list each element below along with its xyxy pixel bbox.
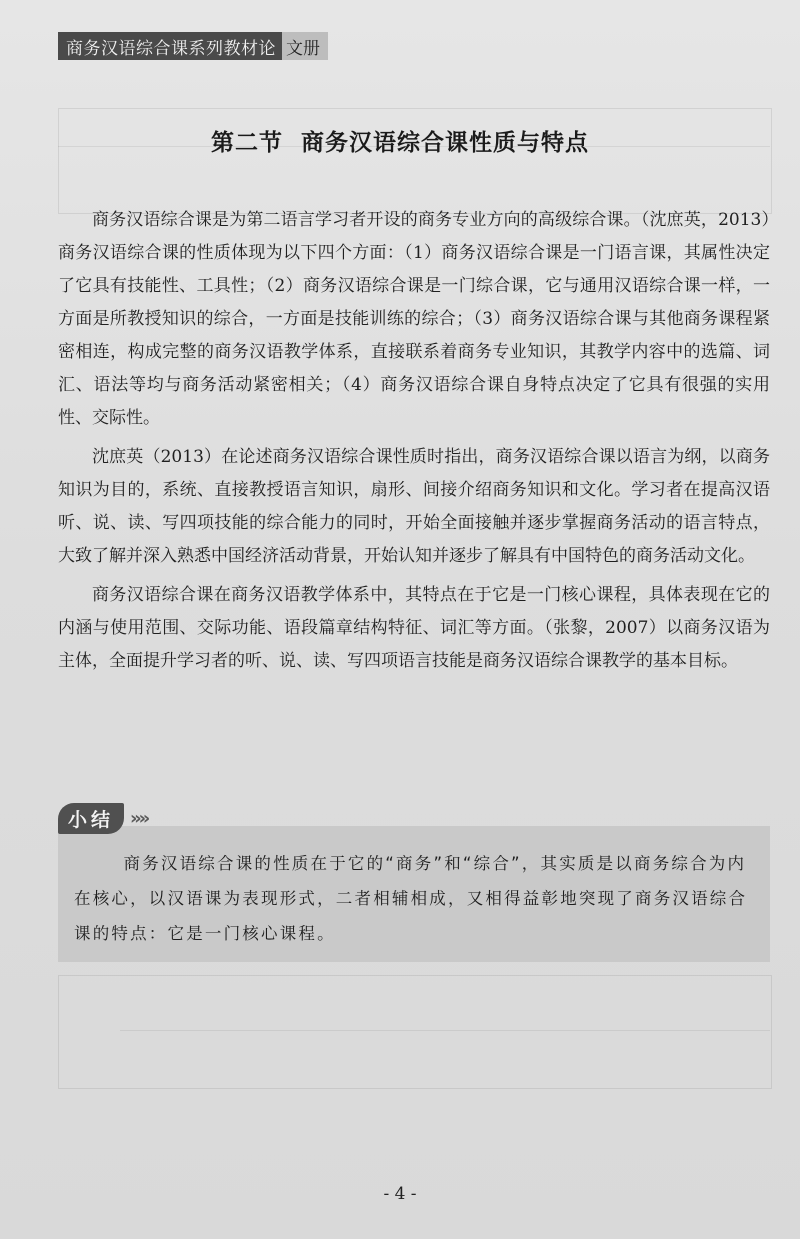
page-number: - 4 - xyxy=(383,1184,417,1204)
running-header-series-title: 商务汉语综合课系列教材论 xyxy=(58,32,282,60)
paragraph: 商务汉语综合课在商务汉语教学体系中，其特点在于它是一门核心课程，具体表现在它的内涵与使用范围、交际功能、语段篇章结构特征、词汇等方面。（张黎，2007）以商务汉语为主体，全面提升学习者的听、说、读、写四项语言技能是商务汉语综合课教学的基本目标。 xyxy=(58,585,770,671)
running-header xyxy=(58,32,328,60)
summary-heading xyxy=(58,802,147,834)
show-through-rule xyxy=(120,1030,770,1031)
body-text xyxy=(58,204,770,684)
section-title-text: 商务汉语综合课性质与特点 xyxy=(301,130,589,156)
section-title xyxy=(0,124,800,157)
summary-text: 商务汉语综合课的性质在于它的“商务”和“综合”，其实质是以商务综合为内在核心，以汉语课为表现形式，二者相辅相成，又相得益彰地突现了商务汉语综合课的特点：它是一门核心课程。 xyxy=(74,854,748,943)
summary-label: 小结 xyxy=(58,803,124,834)
paragraph: 沈庶英（2013）在论述商务汉语综合课性质时指出，商务汉语综合课以语言为纲，以商务知识为目的，系统、直接教授语言知识，扇形、间接介绍商务知识和文化。学习者在提高汉语听、说、读、写四项技能的综合能力的同时，开始全面接触并逐步掌握商务活动的语言特点，大致了解并深入熟悉中国经济活动背景，开始认知并逐步了解具有中国特色的商务活动文化。 xyxy=(58,447,770,566)
section-number: 第二节 xyxy=(211,130,283,156)
paragraph: 商务汉语综合课是为第二语言学习者开设的商务专业方向的高级综合课。（沈庶英，2013）商务汉语综合课的性质体现为以下四个方面：（1）商务汉语综合课是一门语言课，其属性决定了它具有技能性、工具性；（2）商务汉语综合课是一门综合课，它与通用汉语综合课一样，一方面是所教授知识的综合，一方面是技能训练的综合；（3）商务汉语综合课与其他商务课程紧密相连，构成完整的商务汉语教学体系，直接联系着商务专业知识，其教学内容中的选篇、词汇、语法等均与商务活动紧密相关；（4）商务汉语综合课自身特点决定了它具有很强的实用性、交际性。 xyxy=(58,210,770,428)
double-chevron-icon: »» xyxy=(130,807,148,829)
show-through-table-bottom xyxy=(58,975,772,1089)
running-header-suffix: 文册 xyxy=(282,32,328,60)
